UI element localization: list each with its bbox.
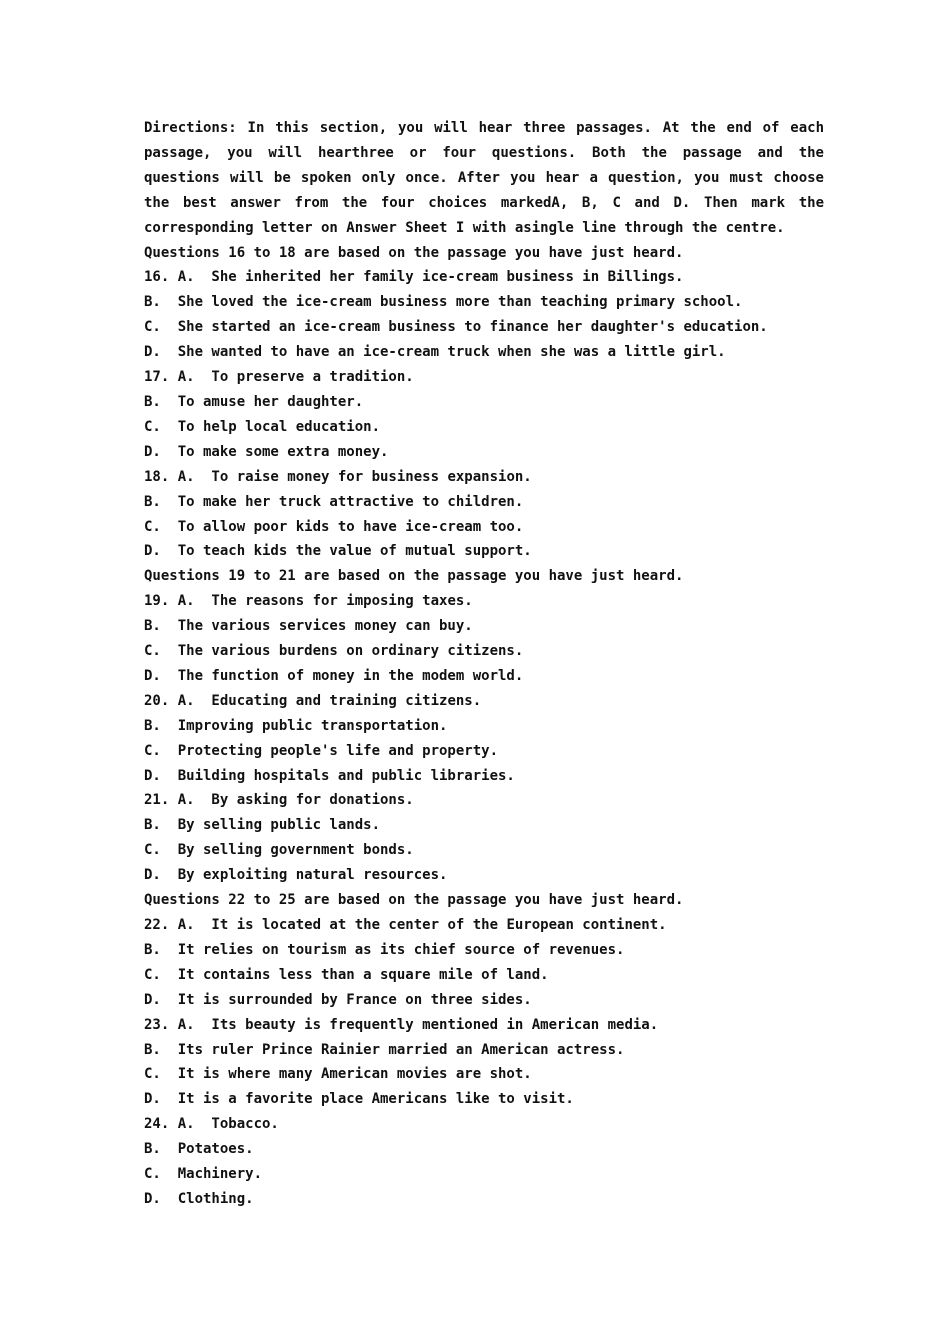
question-first-option xyxy=(144,1013,824,1038)
option-text: C. To help local education. xyxy=(144,418,381,435)
option-text: D. The function of money in the modem world. xyxy=(144,667,524,684)
option-text: C. Machinery. xyxy=(144,1166,263,1183)
question-number: 21. xyxy=(144,792,178,809)
directions-text: Directions: In this section, you will hear three passages. At the end of each passage, you will hearthree or four questions. Both the passage and the questions will be spoken only once. After you hear a question, you must choose the best answer from the four choices markedA, B, C and D. Then mark the corresponding letter on Answer Sheet I with asingle line through the centre. xyxy=(144,120,824,236)
option-text: A. The reasons for imposing taxes. xyxy=(177,593,473,610)
option-text: D. To make some extra money. xyxy=(144,443,389,460)
option-text: B. She loved the ice-cream business more than teaching primary school. xyxy=(144,294,743,311)
option-text: A. She inherited her family ice-cream business in Billings. xyxy=(177,269,684,286)
option-text: C. It is where many American movies are shot. xyxy=(144,1066,532,1083)
option-text: B. To amuse her daughter. xyxy=(144,393,364,410)
option-text: C. By selling government bonds. xyxy=(144,842,414,859)
question-first-option xyxy=(144,265,824,290)
option-text: B. Its ruler Prince Rainier married an American actress. xyxy=(144,1041,625,1058)
question-first-option xyxy=(144,689,824,714)
option-text: C. Protecting people's life and property. xyxy=(144,742,499,759)
option-text: B. It relies on tourism as its chief source of revenues. xyxy=(144,941,625,958)
option-text: D. To teach kids the value of mutual support. xyxy=(144,543,532,560)
option-text: A. Its beauty is frequently mentioned in American media. xyxy=(177,1016,659,1033)
option-text: A. By asking for donations. xyxy=(177,792,414,809)
question-section xyxy=(144,564,824,888)
option-text: A. To raise money for business expansion. xyxy=(177,468,532,485)
question-first-option xyxy=(144,1112,824,1137)
question-number: 16. xyxy=(144,269,178,286)
option-text: D. Building hospitals and public libraries. xyxy=(144,767,515,784)
question-number: 23. xyxy=(144,1016,178,1033)
option-text: B. By selling public lands. xyxy=(144,817,381,834)
option-text: B. The various services money can buy. xyxy=(144,618,473,635)
question-section xyxy=(144,888,824,1212)
option-text: D. By exploiting natural resources. xyxy=(144,867,448,884)
option-text: B. Improving public transportation. xyxy=(144,717,448,734)
option-text: D. Clothing. xyxy=(144,1190,254,1207)
question-number: 20. xyxy=(144,692,178,709)
question-number: 18. xyxy=(144,468,178,485)
section-heading: Questions 16 to 18 are based on the passage you have just heard. xyxy=(144,244,684,261)
option-text: B. Potatoes. xyxy=(144,1141,254,1158)
option-text: C. She started an ice-cream business to finance her daughter's education. xyxy=(144,319,768,336)
question-first-option xyxy=(144,465,824,490)
question-number: 17. xyxy=(144,369,178,386)
exam-page xyxy=(144,116,824,1212)
option-text: B. To make her truck attractive to children. xyxy=(144,493,524,510)
option-text: D. It is a favorite place Americans like to visit. xyxy=(144,1091,574,1108)
section-heading: Questions 19 to 21 are based on the passage you have just heard. xyxy=(144,568,684,585)
option-text: D. It is surrounded by France on three sides. xyxy=(144,991,532,1008)
option-text: C. It contains less than a square mile of land. xyxy=(144,966,549,983)
option-text: A. Tobacco. xyxy=(177,1116,279,1133)
question-first-option xyxy=(144,913,824,938)
section-heading: Questions 22 to 25 are based on the passage you have just heard. xyxy=(144,892,684,909)
question-first-option xyxy=(144,365,824,390)
option-text: C. The various burdens on ordinary citizens. xyxy=(144,643,524,660)
option-text: A. It is located at the center of the European continent. xyxy=(177,917,667,933)
question-section xyxy=(144,241,824,565)
question-first-option xyxy=(144,589,824,614)
option-text: C. To allow poor kids to have ice-cream too. xyxy=(144,518,524,535)
question-sections xyxy=(144,241,824,1212)
option-text: A. Educating and training citizens. xyxy=(177,692,482,709)
option-text: D. She wanted to have an ice-cream truck when she was a little girl. xyxy=(144,344,726,361)
question-number: 22. xyxy=(144,917,178,933)
option-text: A. To preserve a tradition. xyxy=(177,369,414,386)
question-number: 24. xyxy=(144,1116,178,1133)
question-first-option xyxy=(144,788,824,813)
question-number: 19. xyxy=(144,593,178,610)
